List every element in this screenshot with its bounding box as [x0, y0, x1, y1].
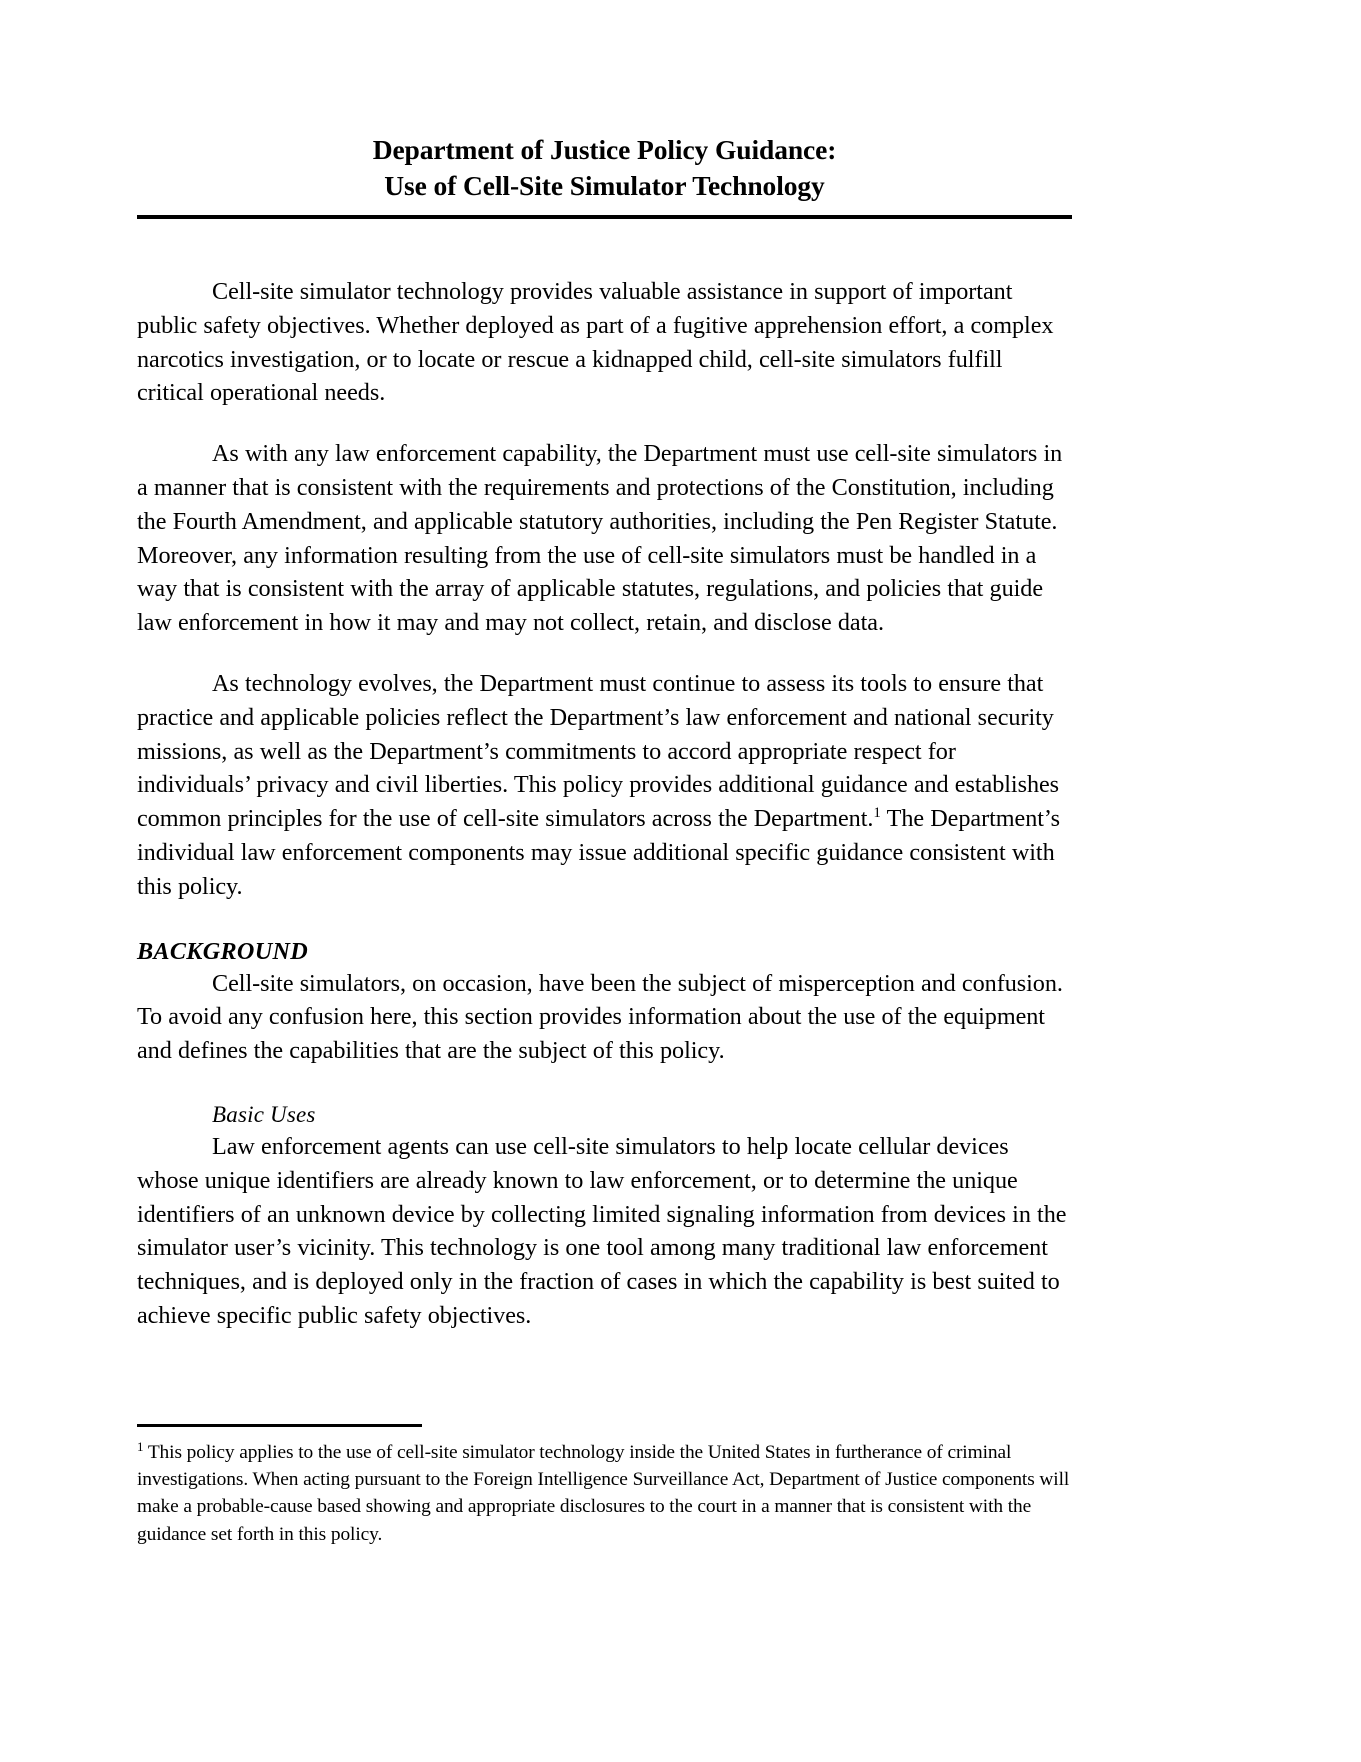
footnote-1	[137, 1439, 1072, 1548]
body-text-area	[137, 275, 1072, 1333]
footnote-1-text: This policy applies to the use of cell-site simulator technology inside the United States in furtherance of criminal investigations. When acting pursuant to the Foreign Intelligence Surveillance Act, Department of Justice components will make a probable-cause based showing and appropriate disclosures to the court in a manner that is consistent with the guidance set forth in this policy.	[137, 1442, 1070, 1545]
document-title-block	[137, 0, 1072, 219]
footnote-marker-1: 1	[137, 1439, 144, 1454]
sub-heading-basic-uses: Basic Uses	[212, 1101, 316, 1127]
document-content	[137, 0, 1072, 1333]
footnote-divider	[137, 1424, 422, 1427]
section-heading-background: BACKGROUND	[137, 937, 309, 965]
paragraph-legal-framework: As with any law enforcement capability, the Department must use cell-site simulators in a manner that is consistent with the requirements and protections of the Constitution, including the Fourth Amendment, and applicable statutory authorities, including the Pen Register Statute. Moreover, any information resulting from the use of cell-site simulators must be handled in a way that is consistent with the array of applicable statutes, regulations, and policies that guide law enforcement in how it may and may not collect, retain, and disclose data.	[137, 440, 1063, 637]
footnote-area	[137, 1424, 1072, 1548]
paragraph-policy-purpose-text-after: The Department’s individual law enforcement components may issue additional specific guidance consistent with this policy.	[137, 805, 1060, 900]
title-divider	[137, 215, 1072, 219]
paragraph-background: Cell-site simulators, on occasion, have been the subject of misperception and confusion. To avoid any confusion here, this section provides information about the use of the equipment and defines the capabilities that are the subject of this policy.	[137, 969, 1063, 1065]
paragraph-policy-purpose	[137, 667, 1072, 904]
page-title-line-2: Use of Cell-Site Simulator Technology	[384, 170, 825, 201]
paragraph-policy-purpose-text-before: As technology evolves, the Department must continue to assess its tools to ensure that practice and applicable policies reflect the Department’s law enforcement and national security missions, as well as the Department’s commitments to accord appropriate respect for individuals’ privacy and civil liberties. This policy provides additional guidance and establishes common principles for the use of cell-site simulators across the Department.	[137, 669, 1060, 833]
page-title-line-1: Department of Justice Policy Guidance:	[372, 134, 837, 165]
footnote-reference-1[interactable]: 1	[873, 805, 881, 822]
paragraph-basic-uses: Law enforcement agents can use cell-site simulators to help locate cellular devices whose unique identifiers are already known to law enforcement, or to determine the unique identifiers of an unknown device by collecting limited signaling information from devices in the simulator user’s vicinity. This technology is one tool among many traditional law enforcement techniques, and is deployed only in the fraction of cases in which the capability is best suited to achieve specific public safety objectives.	[137, 1132, 1067, 1329]
paragraph-intro: Cell-site simulator technology provides valuable assistance in support of important public safety objectives. Whether deployed as part of a fugitive apprehension effort, a complex narcotics investigation, or to locate or rescue a kidnapped child, cell-site simulators fulfill critical operational needs.	[137, 278, 1054, 407]
